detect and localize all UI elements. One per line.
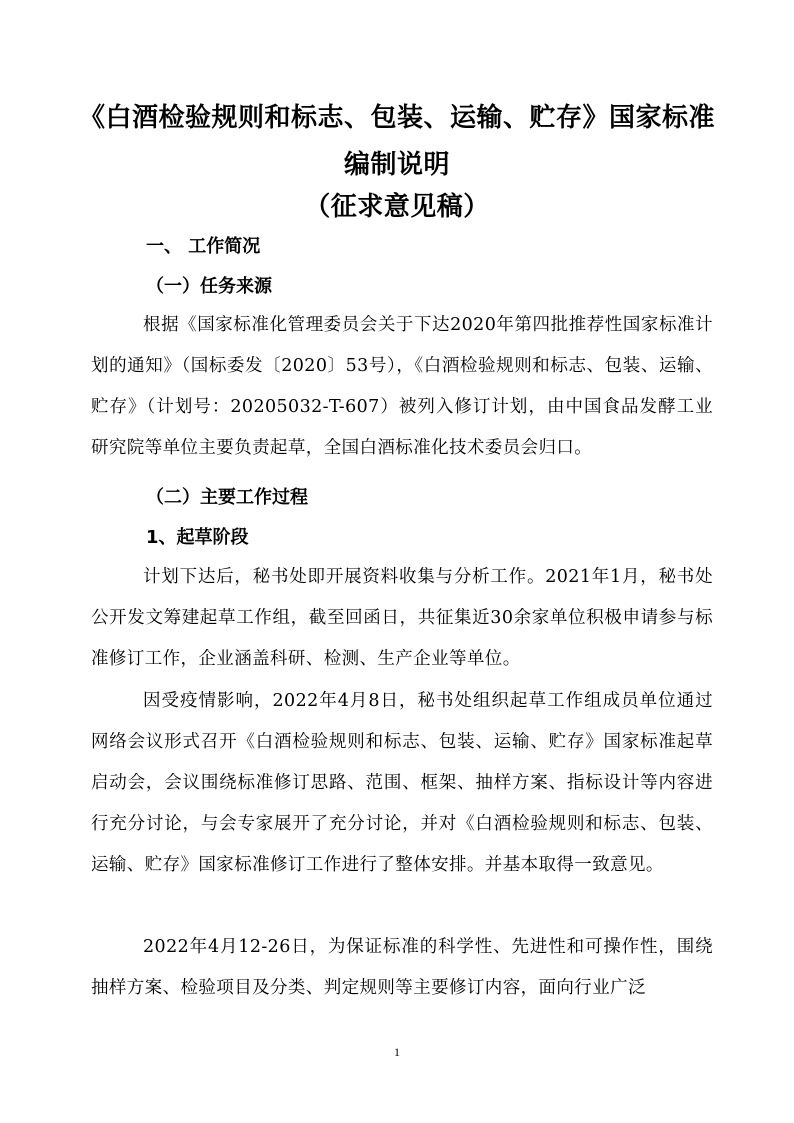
document-status: （征求意见稿） [304, 192, 490, 222]
paragraph-drafting-1: 计划下达后，秘书处即开展资料收集与分析工作。2021年1月，秘书处公开发文筹建起草工作组，截至回函日，共征集近30余家单位积极申请参与标准修订工作，企业涵盖科研、检测、生产企业等单位。 [91, 567, 713, 669]
subsection-heading-source: （一）任务来源 [146, 276, 272, 297]
document-title: 《白酒检验规则和标志、包装、运输、贮存》国家标准 [78, 103, 715, 133]
subsection-heading-process: （二）主要工作过程 [146, 487, 308, 508]
page-number: 1 [394, 1045, 400, 1059]
paragraph-drafting-3: 2022年4月12-26日，为保证标准的科学性、先进性和可操作性，围绕抽样方案、检验项目及分类、判定规则等主要修订内容，面向行业广泛 [91, 937, 713, 998]
paragraph-drafting-2: 因受疫情影响，2022年4月8日，秘书处组织起草工作组成员单位通过网络会议形式召开《白酒检验规则和标志、包装、运输、贮存》国家标准起草启动会，会议围绕标准修订思路、范围、框架、抽样方案、指标设计等内容进行充分讨论，与会专家展开了充分讨论，并对《白酒检验规则和标志、包装、运输、贮存》国家标准修订工作进行了整体安排。并基本取得一致意见。 [91, 691, 713, 875]
subsection-heading-drafting: 1、起草阶段 [146, 527, 249, 548]
paragraph-task-source: 根据《国家标准化管理委员会关于下达2020年第四批推荐性国家标准计划的通知》（国标委发〔2020〕53号），《白酒检验规则和标志、包装、运输、贮存》（计划号：20205032-T-607）被列入修订计划，由中国食品发酵工业研究院等单位主要负责起草，全国白酒标准化技术委员会归口。 [91, 315, 713, 458]
document-subtitle: 编制说明 [343, 150, 450, 180]
section-heading-overview: 一、 工作简况 [146, 236, 261, 257]
